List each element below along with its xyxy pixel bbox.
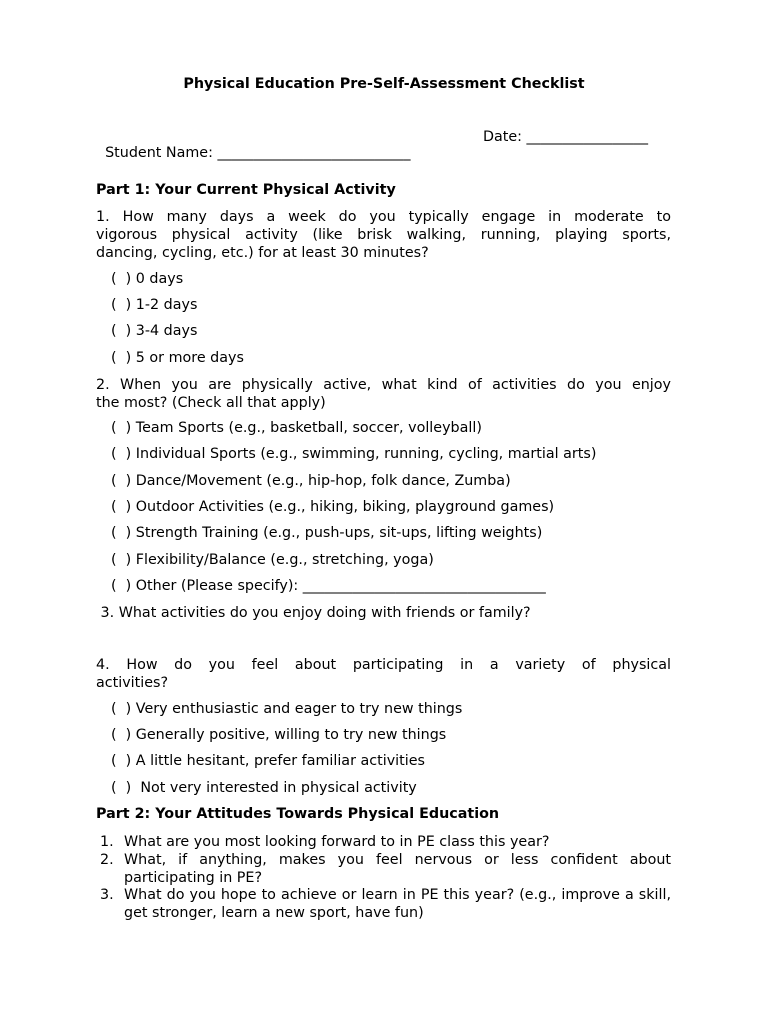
question-2-line: 2. When you are physically active, what kind of activities do you enjoy (96, 377, 671, 393)
q2-option-other[interactable]: ( ) Other (Please specify): __________________________________ (111, 578, 546, 594)
question-2 (96, 376, 671, 412)
q2-option-individual-sports[interactable]: ( ) Individual Sports (e.g., swimming, running, cycling, martial arts) (111, 446, 597, 462)
question-1-line: vigorous physical activity (like brisk walking, running, playing sports, (96, 227, 671, 243)
student-name-field[interactable]: Student Name: ___________________________ (105, 145, 411, 161)
list-item-text: What, if anything, makes you feel nervous or less confident about participating in PE? (124, 852, 671, 886)
list-number: 2. (100, 852, 114, 868)
date-field[interactable]: Date: _________________ (483, 129, 649, 145)
question-1 (96, 208, 671, 262)
q4-option-very-enthusiastic[interactable]: ( ) Very enthusiastic and eager to try new things (111, 701, 463, 717)
q2-option-team-sports[interactable]: ( ) Team Sports (e.g., basketball, soccer, volleyball) (111, 420, 482, 436)
q2-option-strength-training[interactable]: ( ) Strength Training (e.g., push-ups, sit-ups, lifting weights) (111, 525, 543, 541)
question-4-line: 4. How do you feel about participating in a variety of physical (96, 657, 671, 673)
part2-item (96, 886, 671, 922)
part2-heading: Part 2: Your Attitudes Towards Physical Education (96, 806, 500, 822)
question-1-line: dancing, cycling, etc.) for at least 30 minutes? (96, 245, 429, 261)
part2-item (96, 851, 671, 887)
question-1-line: 1. How many days a week do you typically engage in moderate to (96, 209, 671, 225)
q1-option-5-plus-days[interactable]: ( ) 5 or more days (111, 350, 244, 366)
q1-option-0-days[interactable]: ( ) 0 days (111, 271, 184, 287)
list-number: 3. (100, 887, 114, 903)
q4-option-generally-positive[interactable]: ( ) Generally positive, willing to try new things (111, 727, 447, 743)
q4-option-little-hesitant[interactable]: ( ) A little hesitant, prefer familiar activities (111, 753, 425, 769)
q4-option-not-interested[interactable]: ( ) Not very interested in physical activity (111, 780, 417, 796)
question-3: 3. What activities do you enjoy doing with friends or family? (96, 605, 531, 621)
part1-heading: Part 1: Your Current Physical Activity (96, 182, 396, 198)
question-4-line: activities? (96, 675, 169, 691)
q2-option-dance-movement[interactable]: ( ) Dance/Movement (e.g., hip-hop, folk dance, Zumba) (111, 473, 511, 489)
q1-option-1-2-days[interactable]: ( ) 1-2 days (111, 297, 198, 313)
q1-option-3-4-days[interactable]: ( ) 3-4 days (111, 323, 198, 339)
student-info-row (96, 129, 649, 177)
q2-option-flexibility-balance[interactable]: ( ) Flexibility/Balance (e.g., stretching, yoga) (111, 552, 434, 568)
q2-option-outdoor-activities[interactable]: ( ) Outdoor Activities (e.g., hiking, biking, playground games) (111, 499, 555, 515)
part2-item (96, 833, 671, 851)
list-item-text: What are you most looking forward to in PE class this year? (124, 834, 550, 850)
list-item-text: What do you hope to achieve or learn in PE this year? (e.g., improve a skill, get stronger, learn a new sport, have fun) (124, 887, 671, 921)
list-number: 1. (100, 834, 114, 850)
page-title: Physical Education Pre-Self-Assessment Checklist (183, 76, 585, 92)
question-4 (96, 656, 671, 692)
question-2-line: the most? (Check all that apply) (96, 395, 326, 411)
